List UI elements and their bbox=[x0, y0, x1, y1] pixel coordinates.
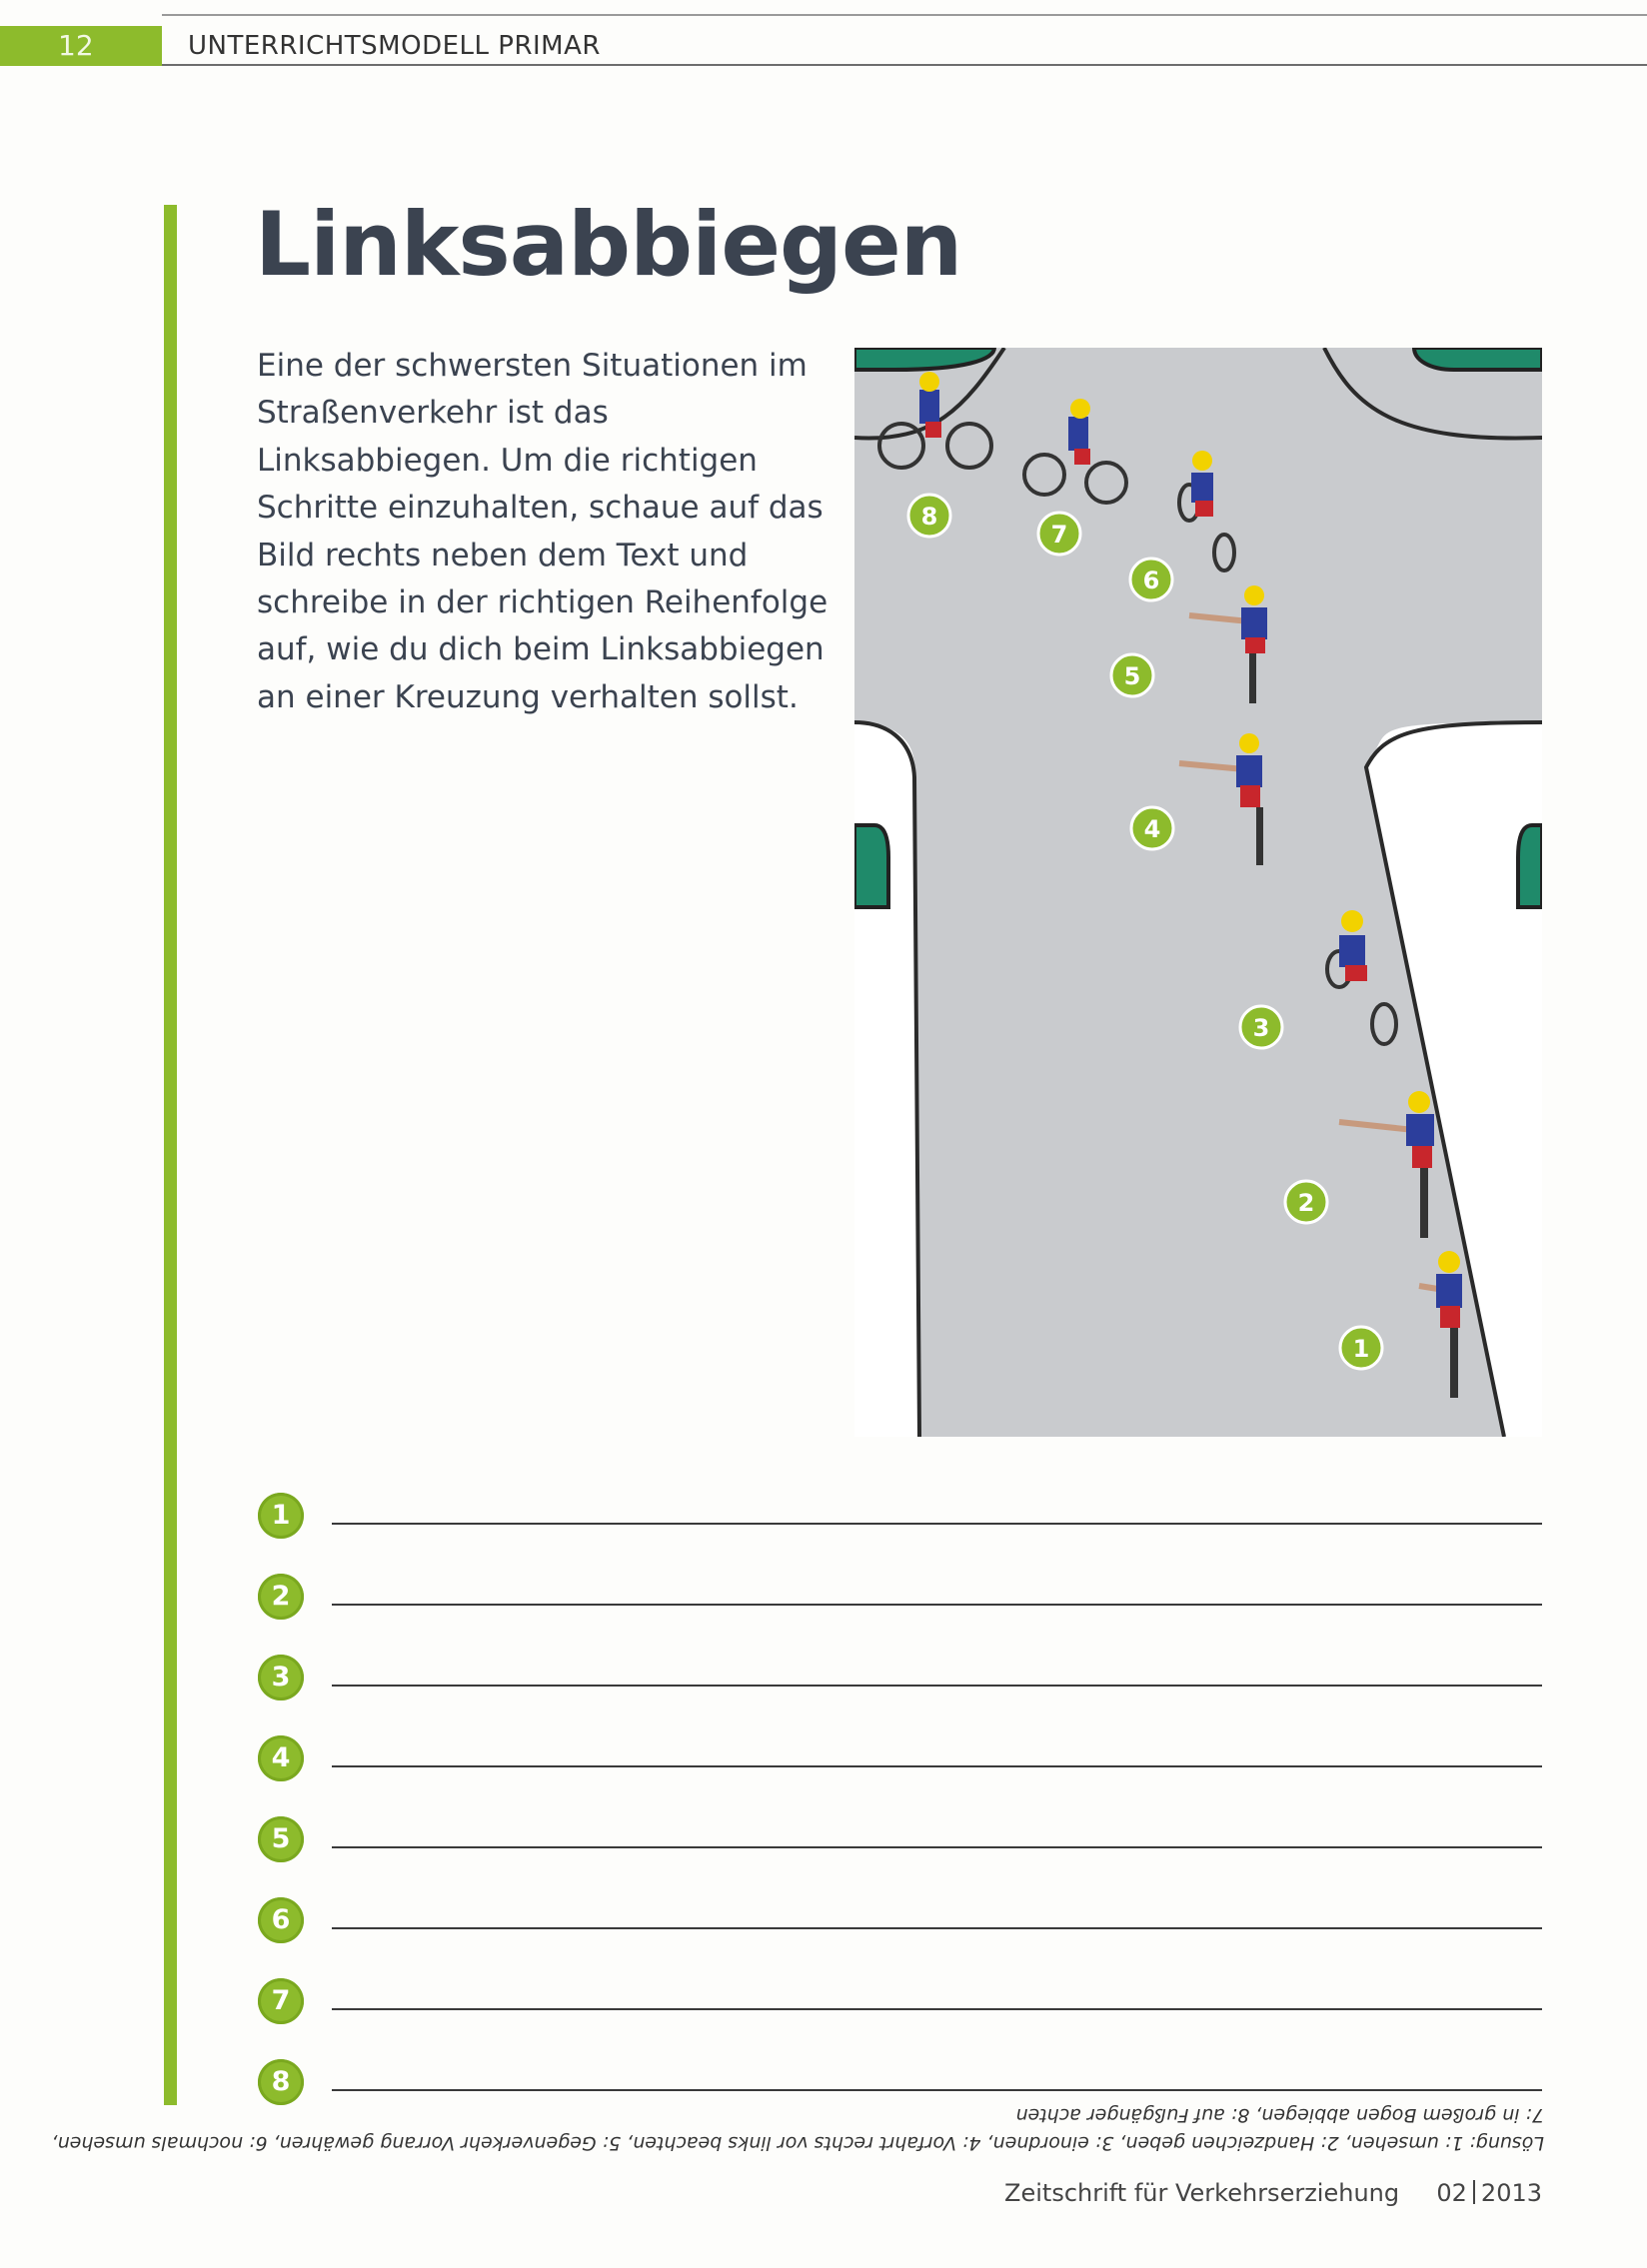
answer-line[interactable] bbox=[332, 1604, 1542, 1606]
page-title: Linksabbiegen bbox=[255, 193, 962, 296]
header-bottom-rule bbox=[162, 64, 1647, 66]
issue-year: 2013 bbox=[1480, 2179, 1542, 2207]
intro-text: Eine der schwersten Situationen im Straßenverkehr ist das Linksabbiegen. Um die richtigen Schritte einzuhalten, schaue auf das Bild rechts neben dem Text und schreibe in der richtigen Reihenfolge auf, wie du dich beim Linksabbiegen an einer Kreuzung verhalten sollst. bbox=[257, 348, 828, 715]
svg-text:4: 4 bbox=[1143, 815, 1161, 843]
answer-row[interactable] bbox=[258, 1574, 1542, 1620]
step-badge: 6 bbox=[258, 1897, 304, 1943]
step-marker-8 bbox=[908, 495, 950, 537]
svg-text:7: 7 bbox=[1050, 521, 1068, 549]
step-marker-3 bbox=[1240, 1006, 1282, 1048]
answer-row[interactable] bbox=[258, 1816, 1542, 1862]
answer-line[interactable] bbox=[332, 1765, 1542, 1767]
step-badge: 7 bbox=[258, 1978, 304, 2024]
step-badge: 3 bbox=[258, 1655, 304, 1701]
answer-line[interactable] bbox=[332, 1846, 1542, 1848]
answer-line[interactable] bbox=[332, 1685, 1542, 1687]
grass-island-mid-left bbox=[854, 825, 888, 907]
journal-name: Zeitschrift für Verkehrserziehung bbox=[1004, 2179, 1400, 2207]
step-marker-1 bbox=[1340, 1327, 1382, 1369]
answer-line[interactable] bbox=[332, 1523, 1542, 1525]
solution-line-1: Lösung: 1: umsehen, 2: Handzeichen geben, 3: einordnen, 4: Vorfahrt rechts vor links beachten, 5: Gegenverkehr Vorrang gewähren, 6: nochmals umsehen, bbox=[51, 2132, 1544, 2154]
step-marker-7 bbox=[1038, 513, 1080, 555]
step-badge: 1 bbox=[258, 1493, 304, 1539]
answer-row[interactable] bbox=[258, 1735, 1542, 1781]
svg-text:5: 5 bbox=[1123, 662, 1141, 690]
issue-separator bbox=[1473, 2180, 1475, 2204]
step-badge: 8 bbox=[258, 2059, 304, 2105]
svg-text:6: 6 bbox=[1142, 567, 1160, 594]
step-marker-6 bbox=[1130, 559, 1172, 600]
header-top-rule bbox=[162, 14, 1647, 16]
step-marker-4 bbox=[1131, 807, 1173, 849]
grass-island-top-right bbox=[1414, 348, 1542, 370]
section-title: UNTERRICHTSMODELL PRIMAR bbox=[188, 31, 601, 61]
answer-row[interactable] bbox=[258, 1655, 1542, 1701]
answer-row[interactable] bbox=[258, 1493, 1542, 1539]
step-badge: 5 bbox=[258, 1816, 304, 1862]
step-marker-5 bbox=[1111, 654, 1153, 696]
answer-row[interactable] bbox=[258, 1897, 1542, 1943]
grass-island-mid-right bbox=[1518, 825, 1542, 907]
solution-upside-down bbox=[51, 2095, 1544, 2157]
answer-line[interactable] bbox=[332, 2089, 1542, 2091]
intersection-illustration bbox=[854, 348, 1542, 1437]
answer-row[interactable] bbox=[258, 1978, 1542, 2024]
solution-line-2: 7: in großem Bogen abbiegen, 8: auf Fußgänger achten bbox=[1015, 2104, 1544, 2126]
page-number: 12 bbox=[0, 26, 162, 66]
page-footer bbox=[1004, 2179, 1542, 2207]
svg-text:2: 2 bbox=[1297, 1189, 1315, 1217]
issue-number: 02 bbox=[1436, 2179, 1467, 2207]
svg-text:3: 3 bbox=[1252, 1014, 1270, 1042]
step-marker-2 bbox=[1285, 1181, 1327, 1223]
svg-text:1: 1 bbox=[1352, 1335, 1370, 1363]
answer-line[interactable] bbox=[332, 2008, 1542, 2010]
page-header bbox=[0, 0, 1647, 70]
answer-line[interactable] bbox=[332, 1927, 1542, 1929]
step-badge: 2 bbox=[258, 1574, 304, 1620]
accent-bar bbox=[164, 205, 177, 2105]
step-badge: 4 bbox=[258, 1735, 304, 1781]
svg-text:8: 8 bbox=[920, 503, 938, 531]
